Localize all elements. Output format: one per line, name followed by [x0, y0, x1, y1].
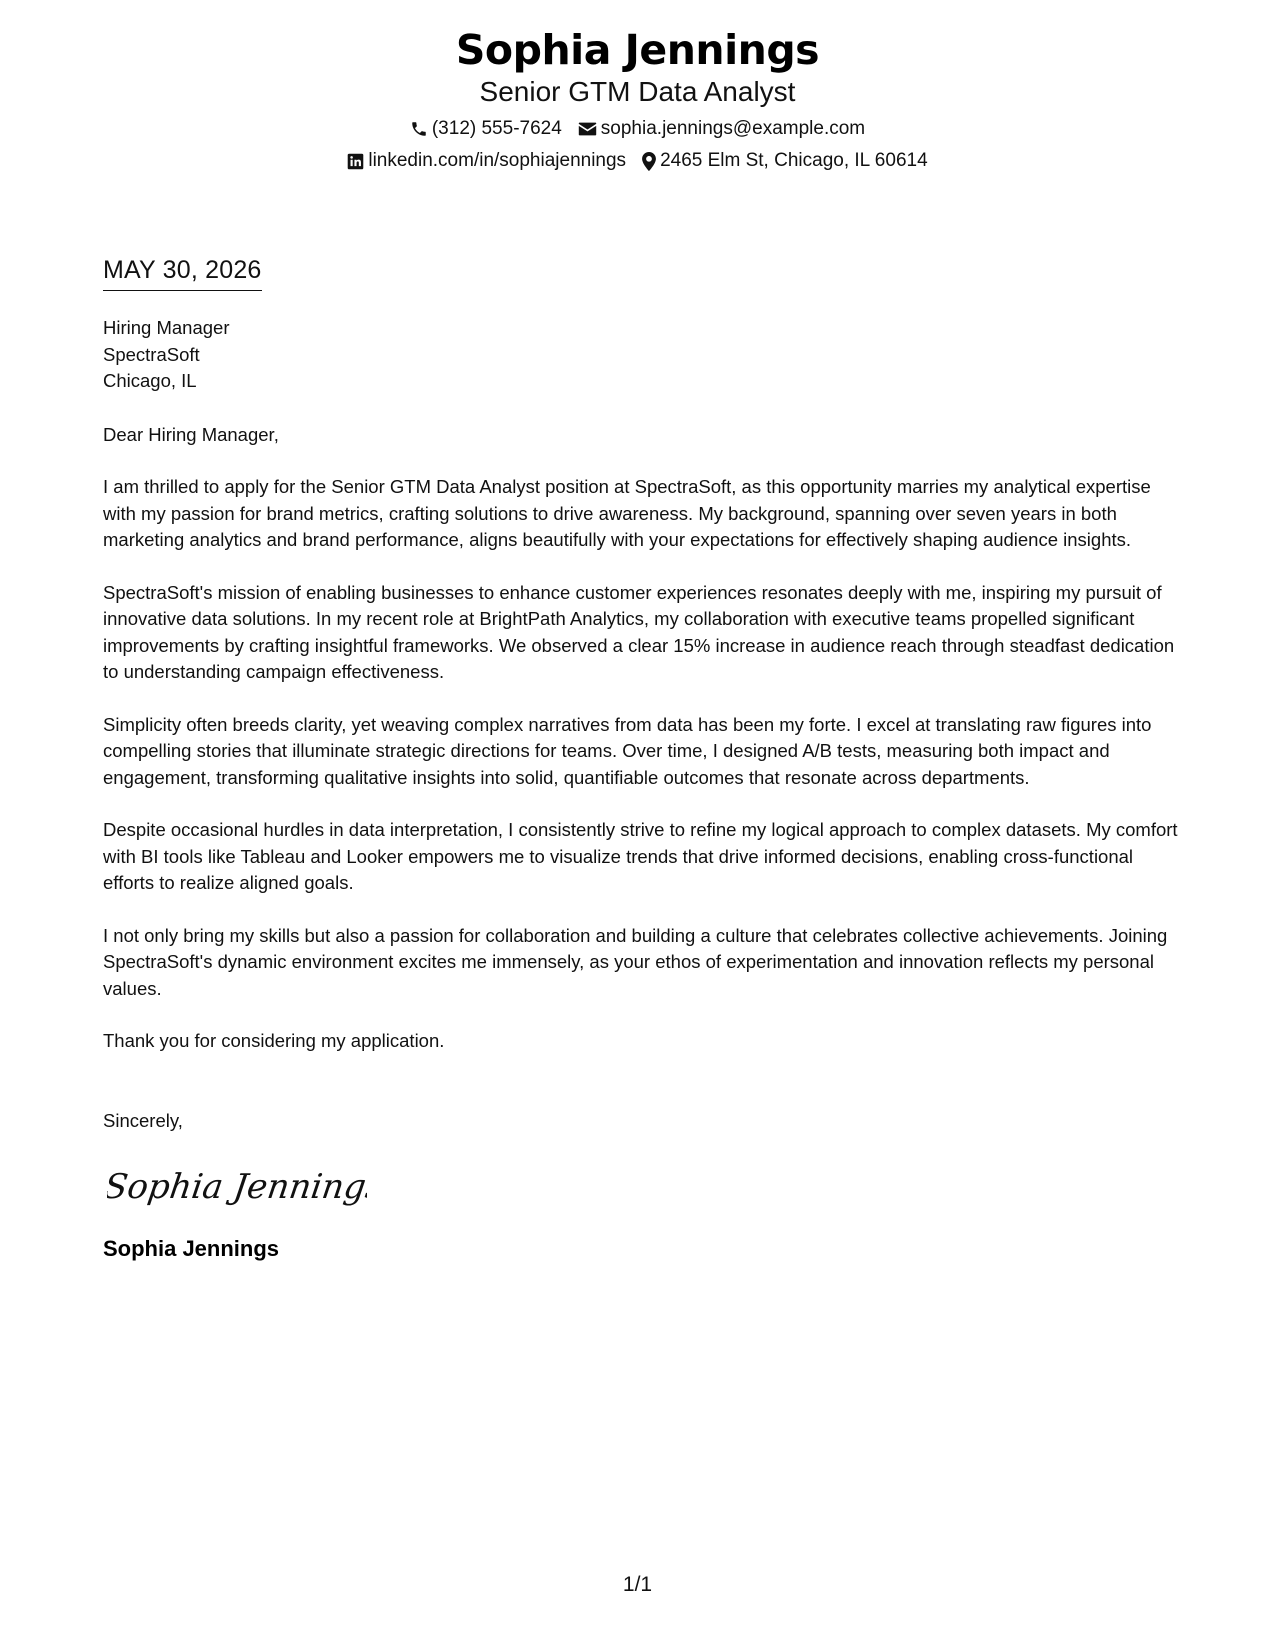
closing: Sincerely, — [103, 1109, 183, 1131]
contact-linkedin[interactable] — [347, 149, 626, 173]
letter-body — [103, 254, 1178, 1263]
applicant-name: Sophia Jennings — [455, 26, 820, 74]
body-paragraph: I not only bring my skills but also a passion for collaboration and building a culture that celebrates collective achievements. Joining SpectraSoft's dynamic environment excites me immensely, as your ethos of experimentation and innovation reflects my personal values. — [103, 924, 1168, 999]
phone-text: (312) 555-7624 — [431, 118, 562, 139]
recipient-line: Hiring Manager — [103, 317, 230, 338]
recipient-line: Chicago, IL — [103, 370, 197, 391]
email-text: sophia.jennings@example.com — [600, 118, 866, 139]
address-text: 2465 Elm St, Chicago, IL 60614 — [660, 150, 928, 171]
linkedin-icon — [347, 153, 364, 170]
linkedin-text: linkedin.com/in/sophiajennings — [368, 150, 627, 171]
page-indicator: 1/1 — [622, 1573, 653, 1596]
contact-row-secondary — [0, 149, 1275, 173]
signature-text: Sophia Jennings — [107, 1167, 367, 1207]
letter-header — [0, 26, 1275, 173]
phone-icon — [410, 120, 428, 138]
applicant-title: Senior GTM Data Analyst — [479, 76, 796, 107]
contact-address — [642, 149, 928, 173]
body-paragraph: Despite occasional hurdles in data interpretation, I consistently strive to refine my logical approach to complex datasets. My comfort with BI tools like Tableau and Looker empowers me to visualize trends that drive informed decisions, enabling cross-functional efforts to realize aligned goals. — [103, 819, 1178, 893]
letter-date: MAY 30, 2026 — [103, 254, 262, 291]
envelope-icon — [578, 121, 597, 137]
recipient-block — [103, 315, 1178, 395]
body-paragraph: Thank you for considering my application. — [103, 1030, 445, 1051]
body-paragraph: SpectraSoft's mission of enabling businesses to enhance customer experiences resonates deeply with me, inspiring my pursuit of innovative data solutions. In my recent role at BrightPath Analytics, my collaboration with executive teams propelled significant improvements by crafting insightful frameworks. We observed a clear 15% increase in audience reach through steadfast dedication to understanding campaign effectiveness. — [103, 581, 1175, 682]
contact-phone[interactable] — [410, 117, 562, 141]
signed-name: Sophia Jennings — [103, 1236, 280, 1261]
map-pin-icon — [642, 152, 656, 171]
contact-email[interactable] — [578, 117, 865, 141]
handwritten-signature — [107, 1154, 367, 1218]
body-paragraph: I am thrilled to apply for the Senior GTM Data Analyst position at SpectraSoft, as this opportunity marries my analytical expertise with my passion for brand metrics, crafting solutions to drive awareness. My background, spanning over seven years in both marketing analytics and brand performance, aligns beautifully with your expectations for effectively shaping audience insights. — [103, 476, 1151, 550]
salutation: Dear Hiring Manager, — [103, 423, 279, 445]
contact-row-primary — [0, 117, 1275, 141]
recipient-line: SpectraSoft — [103, 343, 200, 365]
body-paragraph: Simplicity often breeds clarity, yet weaving complex narratives from data has been my forte. I excel at translating raw figures into compelling stories that illuminate strategic directions for teams. Over time, I designed A/B tests, measuring both impact and engagement, transforming qualitative insights into solid, quantifiable outcomes that resonate across departments. — [103, 713, 1152, 788]
